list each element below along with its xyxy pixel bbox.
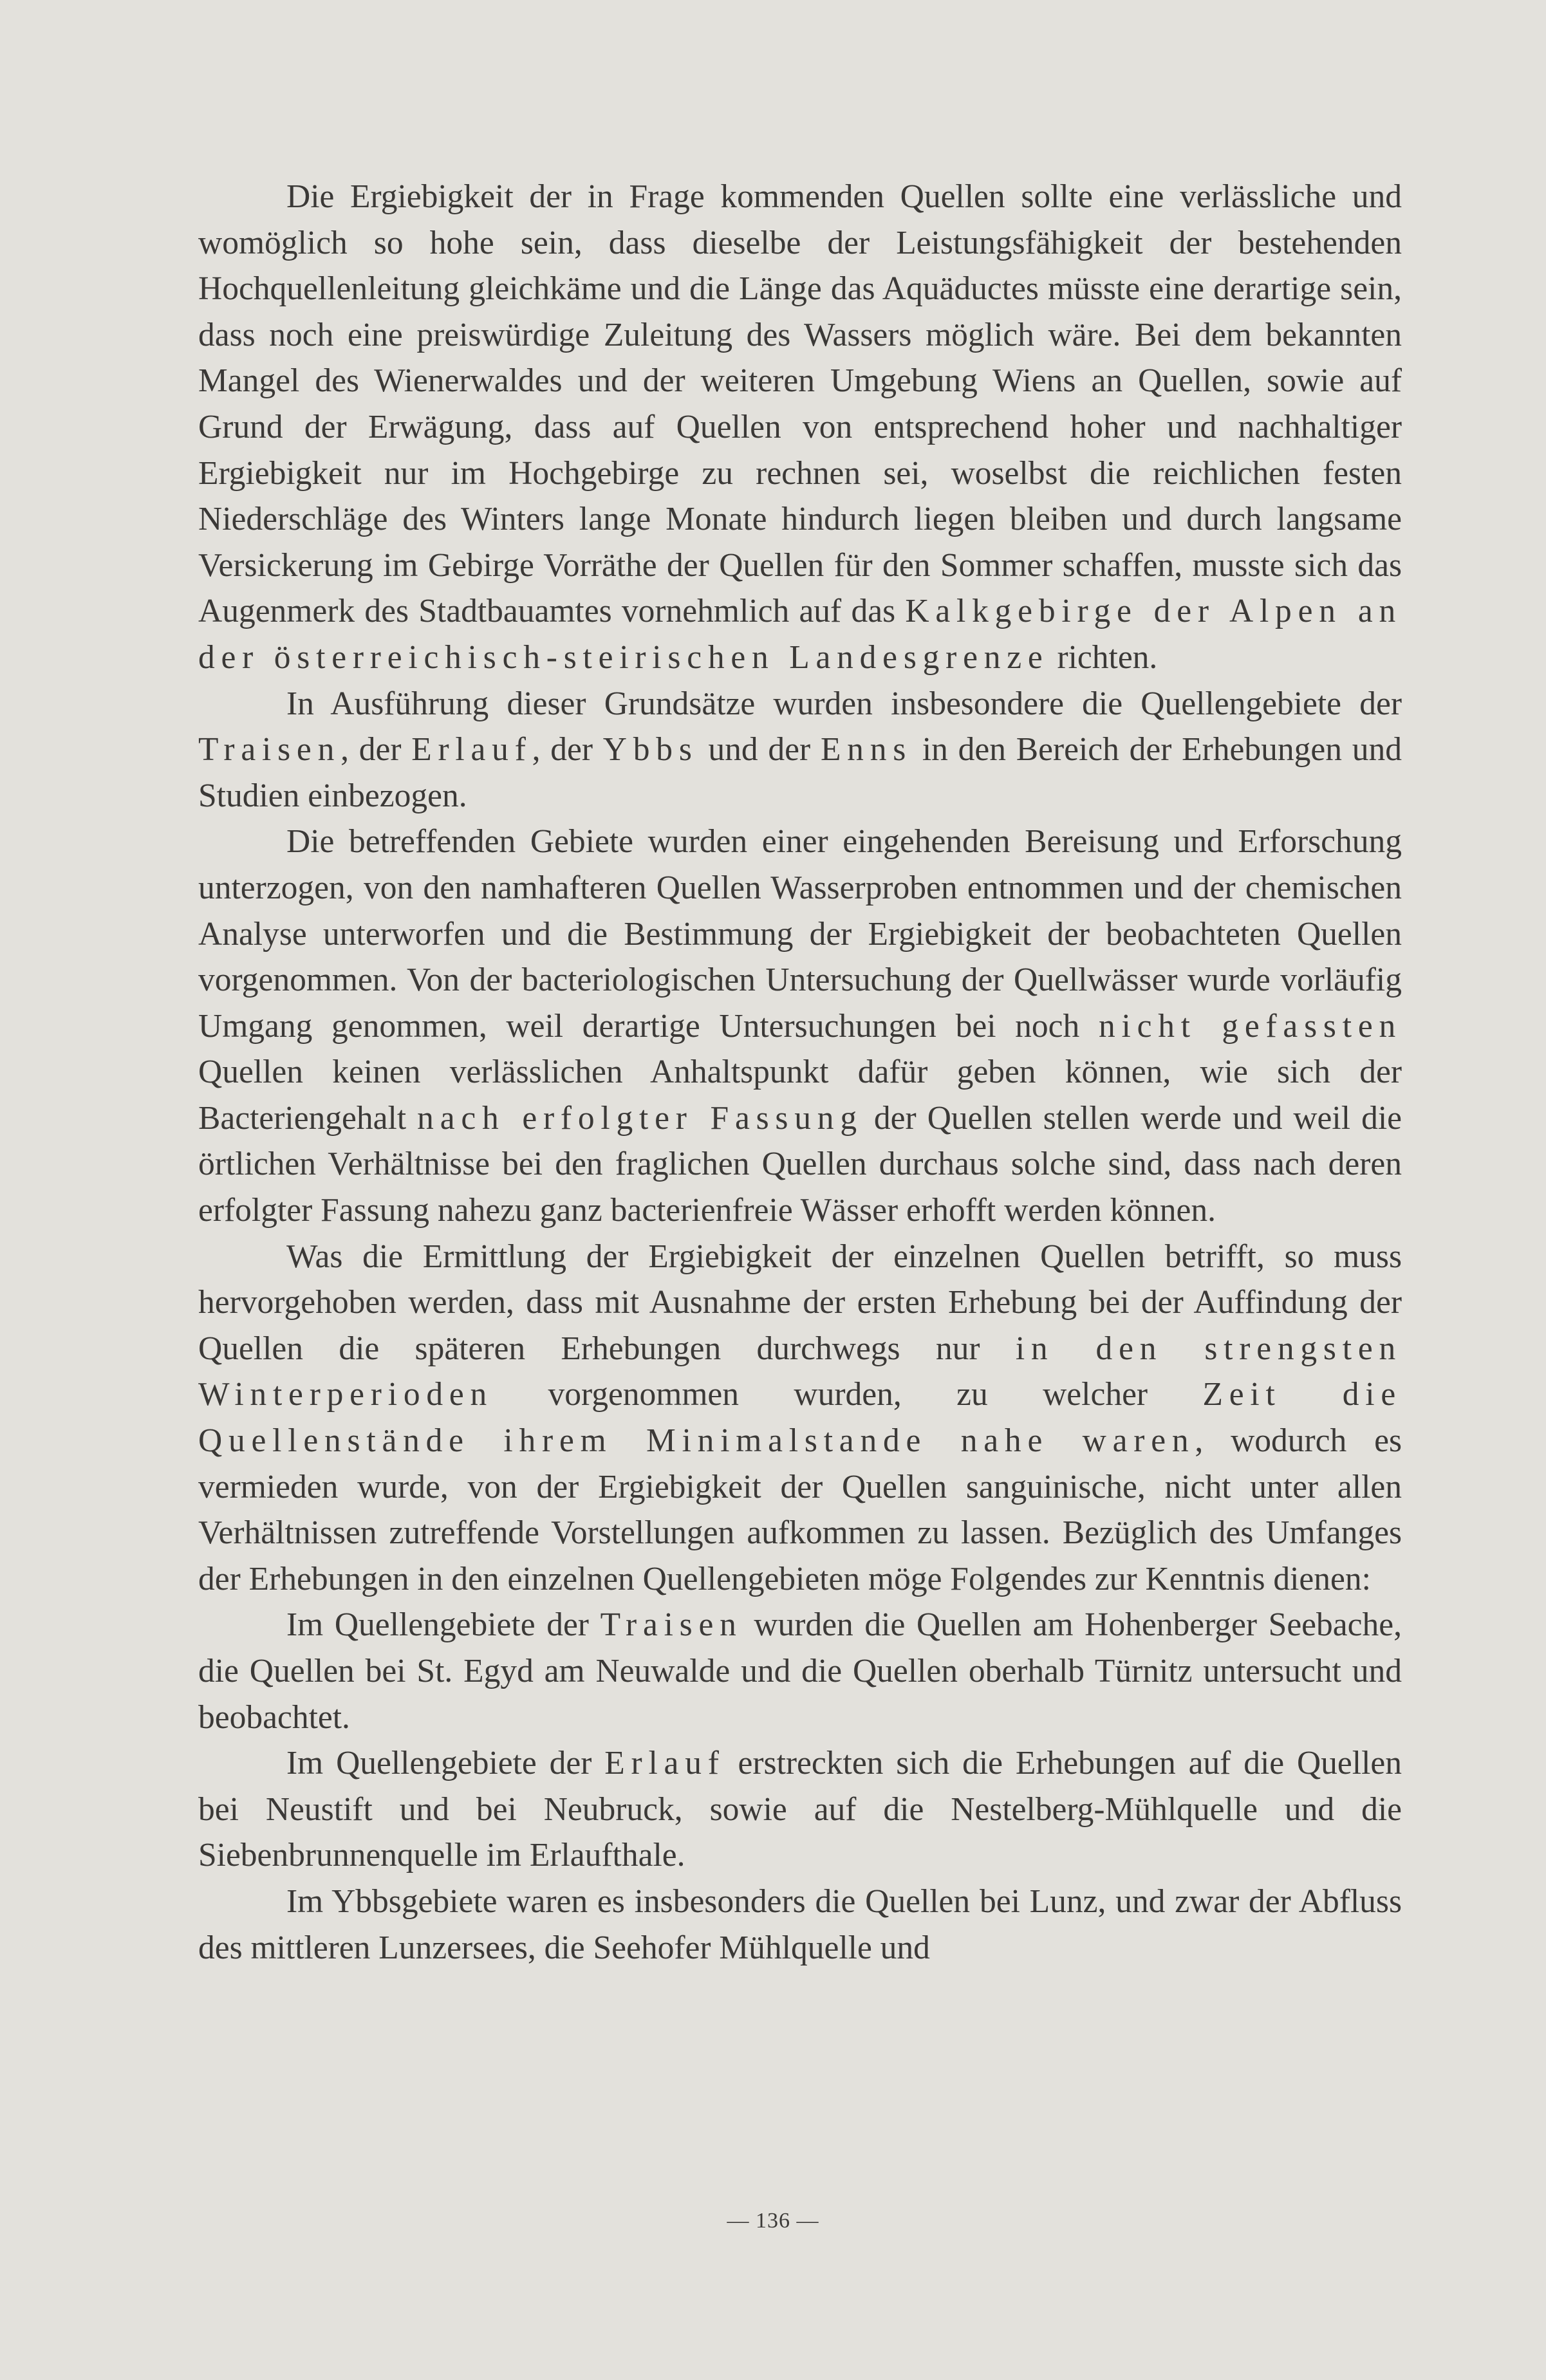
spaced-text-segment: Erlauf <box>411 731 532 768</box>
spaced-text-segment: Kalkgebirge der Alpen an der österreichisch-steirischen Landesgrenze <box>198 593 1402 676</box>
spaced-text-segment: nicht gefassten <box>1098 1007 1402 1045</box>
text-segment: Im Ybbsgebiete waren es insbesonders die Quellen bei Lunz, und zwar der Abfluss des mittleren Lunzersees, die Seehofer Mühlquelle und <box>198 1883 1402 1966</box>
paragraph-2 <box>198 681 1402 819</box>
text-segment: in den Bereich der Erhebungen und Studien einbezogen. <box>198 731 1402 814</box>
page-body <box>198 174 1402 1971</box>
spaced-text-segment: in den strengsten Winterperioden <box>198 1330 1402 1413</box>
spaced-text-segment: Traisen <box>600 1606 743 1644</box>
paragraph-3 <box>198 819 1402 1233</box>
page-number: — 136 — <box>727 2209 819 2233</box>
paragraph-4 <box>198 1234 1402 1603</box>
text-segment: In Ausführung dieser Grundsätze wurden insbesondere die Quellengebiete der <box>286 685 1402 722</box>
text-segment: wurden die Quellen am Hohenberger Seebache, die Quellen bei St. Egyd am Neuwalde und die Quellen oberhalb Türnitz untersucht und beobachtet. <box>198 1606 1402 1736</box>
spaced-text-segment: Erlauf <box>604 1745 725 1782</box>
text-segment: , der <box>532 731 603 768</box>
spaced-text-segment: nach erfolgter Fassung <box>417 1099 863 1137</box>
text-segment: der Quellen stellen werde und weil die örtlichen Verhältnisse bei den fraglichen Quellen durchaus solche sind, dass nach deren erfolgter Fassung nahezu ganz bacterienfreie Wässer erhofft werden können. <box>198 1099 1402 1229</box>
text-segment: , wodurch es vermieden wurde, von der Ergiebigkeit der Quellen sanguinische, nicht unter allen Verhältnissen zutreffende Vorstellungen aufkommen zu lassen. Bezüglich des Umfanges der Erhebungen in den einzelnen Quellengebieten möge Folgendes zur Kenntnis dienen: <box>198 1422 1402 1597</box>
text-segment: Im Quellengebiete der <box>286 1606 601 1644</box>
paragraph-5 <box>198 1602 1402 1740</box>
paragraph-7 <box>198 1879 1402 1971</box>
text-segment: richten. <box>1048 638 1158 676</box>
spaced-text-segment: Traisen <box>198 731 341 768</box>
text-segment: Die betreffenden Gebiete wurden einer eingehenden Bereisung und Erforschung unterzogen, von den namhafteren Quellen Wasserproben entnommen und der chemischen Analyse unterworfen und die Bestimmung der Ergiebigkeit der beobachteten Quellen vorgenommen. Von der bacteriologischen Untersuchung der Quellwässer wurde vorläufig Umgang genommen, weil derartige Untersuchungen bei noch <box>198 823 1402 1045</box>
text-segment: erstreckten sich die Erhebungen auf die Quellen bei Neustift und bei Neubruck, sowie auf die Nestelberg-Mühlquelle und die Siebenbrunnenquelle im Erlaufthale. <box>198 1745 1402 1874</box>
text-segment: , der <box>340 731 412 768</box>
text-segment: Quellen keinen verlässlichen Anhaltspunkt dafür geben können, wie sich der Bacteriengehalt <box>198 1054 1402 1137</box>
paragraph-6 <box>198 1740 1402 1879</box>
spaced-text-segment: Enns <box>820 731 913 768</box>
text-segment: und der <box>698 731 821 768</box>
text-segment: Was die Ermittlung der Ergiebigkeit der einzelnen Quellen betrifft, so muss hervorgehoben werden, dass mit Ausnahme der ersten Erhebung bei der Auffindung der Quellen die späteren Erhebungen durchwegs nur <box>198 1238 1402 1367</box>
text-segment: Die Ergiebigkeit der in Frage kommenden Quellen sollte eine verlässliche und womöglich so hohe sein, dass dieselbe der Leistungsfähigkeit der bestehenden Hochquellenleitung gleichkäme und die Länge das Aquäductes müsste eine derartige sein, dass noch eine preiswürdige Zuleitung des Wassers möglich wäre. Bei dem bekannten Mangel des Wienerwaldes und der weiteren Umgebung Wiens an Quellen, sowie auf Grund der Erwägung, dass auf Quellen von entsprechend hoher und nachhaltiger Ergiebigkeit nur im Hochgebirge zu rechnen sei, woselbst die reichlichen festen Niederschläge des Winters lange Monate hindurch liegen bleiben und durch langsame Versickerung im Gebirge Vorräthe der Quellen für den Sommer schaffen, musste sich das Augenmerk des Stadtbauamtes vornehmlich auf das <box>198 178 1402 630</box>
text-segment: Im Quellengebiete der <box>286 1745 605 1782</box>
spaced-text-segment: Ybbs <box>602 731 698 768</box>
text-segment: vorgenommen wurden, zu welcher <box>493 1376 1203 1413</box>
paragraph-1 <box>198 174 1402 681</box>
spaced-text-segment: Zeit die Quellenstände ihrem Minimalstande nahe waren <box>198 1376 1402 1460</box>
